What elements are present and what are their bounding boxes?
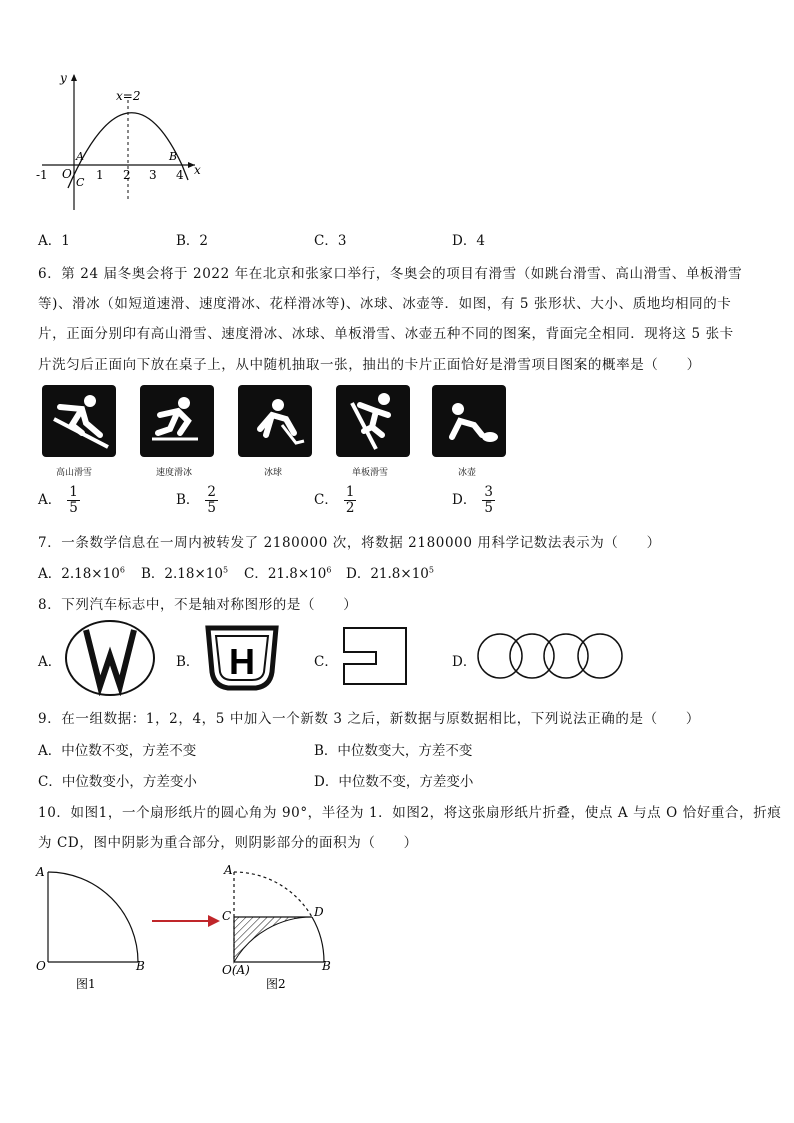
q6-line-2: 等)、滑冰（如短道速滑、速度滑冰、花样滑冰等)、冰球、冰壶等．如图，有 5 张形状、大小、质地均相同的卡 <box>38 296 732 312</box>
q7-option-a: A．$2.18\times 10^6$ <box>38 565 125 582</box>
origin-label: O <box>62 167 72 181</box>
q6-option-b: B． $\frac{2}{5}$ <box>176 484 217 516</box>
q9-option-b: B．中位数变大，方差不变 <box>314 743 473 759</box>
snowboard-icon <box>336 385 410 457</box>
q7-option-b: B．$2.18\times 10^5$ <box>141 565 229 582</box>
q6-option-a: A． $\frac{1}{5}$ <box>38 484 78 516</box>
x-label: x <box>194 163 201 177</box>
q7-option-d: D．$21.8\times 10^5$ <box>346 565 434 582</box>
honda-logo <box>202 624 282 692</box>
speed-skating-icon <box>140 385 214 457</box>
tick-2: 2 <box>123 168 131 182</box>
fig1-a: A <box>36 865 45 879</box>
q5-option-d: D．4 <box>452 233 485 249</box>
curling-icon <box>432 385 506 457</box>
q9-option-c: C．中位数变小，方差变小 <box>38 774 197 790</box>
q9-stem: 9．在一组数据：1，2，4，5 中加入一个新数 3 之后，新数据与原数据相比，下列说法正确的是（ ） <box>38 711 701 727</box>
card-label-hockey: 冰球 <box>264 468 283 478</box>
q6-line-4: 片洗匀后正面向下放在桌子上，从中随机抽取一张，抽出的卡片正面恰好是滑雪项目图案的概率是（ ） <box>38 357 701 373</box>
point-c-label: C <box>76 176 85 189</box>
red-arrow <box>150 912 222 930</box>
card-label-alpine: 高山滑雪 <box>56 468 93 478</box>
c-shape-logo <box>340 624 410 688</box>
alpine-skiing-icon <box>42 385 116 457</box>
y-label: y <box>60 71 67 85</box>
q8-stem: 8．下列汽车标志中，不是轴对称图形的是（ ） <box>38 597 358 613</box>
line-label: x=2 <box>116 89 141 103</box>
tick-1: 1 <box>96 168 104 182</box>
fig2-caption: 图2 <box>266 977 286 991</box>
figure-1 <box>30 860 160 995</box>
card-label-speed: 速度滑冰 <box>156 468 193 478</box>
q10-line-2: 为 CD，图中阴影为重合部分，则阴影部分的面积为（ ） <box>38 835 418 851</box>
audi-rings-logo <box>476 632 626 680</box>
card-label-curling: 冰壶 <box>458 468 477 478</box>
point-b-label: B <box>169 150 178 163</box>
q6-line-1: 6．第 24 届冬奥会将于 2022 年在北京和张家口举行，冬奥会的项目有滑雪（如跳台滑雪、高山滑雪、单板滑雪 <box>38 266 743 282</box>
fig2-d: D <box>314 905 324 919</box>
fig2-c: C <box>222 909 232 923</box>
q8-letter-d: D． <box>452 654 477 670</box>
parabola-graph <box>30 70 210 210</box>
q6-line-3: 片，正面分别印有高山滑雪、速度滑冰、冰球、单板滑雪、冰壶五种不同的图案，背面完全相同．现将这 5 张卡 <box>38 326 734 342</box>
honda-h: H <box>229 641 255 682</box>
q8-letter-b: B． <box>176 654 200 670</box>
q9-option-d: D．中位数不变，方差变小 <box>314 774 474 790</box>
fig2-a: A <box>224 863 233 877</box>
vw-logo <box>64 620 156 696</box>
fig1-o: O <box>36 959 46 973</box>
q6-option-d: D． $\frac{3}{5}$ <box>452 484 493 516</box>
tick-neg1: -1 <box>36 168 48 182</box>
fig2-b: B <box>322 959 331 973</box>
q9-option-a: A．中位数不变，方差不变 <box>38 743 197 759</box>
q8-letter-a: A． <box>38 654 62 670</box>
q6-option-c: C． $\frac{1}{2}$ <box>314 484 355 516</box>
fig1-caption: 图1 <box>76 977 96 991</box>
tick-3: 3 <box>149 168 157 182</box>
ice-hockey-icon <box>238 385 312 457</box>
fig2-o: O(A) <box>222 963 250 977</box>
tick-4: 4 <box>176 168 184 182</box>
fig1-b: B <box>136 959 145 973</box>
q10-line-1: 10．如图1，一个扇形纸片的圆心角为 90°，半径为 1．如图2，将这张扇形纸片折叠，使点 A 与点 O 恰好重合，折痕 <box>38 805 782 821</box>
figure-2 <box>218 860 348 995</box>
point-a-label: A <box>76 150 84 163</box>
q7-stem: 7．一条数学信息在一周内被转发了 2180000 次，将数据 2180000 用科学记数法表示为（ ） <box>38 535 661 551</box>
q5-option-a: A．1 <box>38 233 70 249</box>
q7-option-c: C．$21.8\times 10^6$ <box>244 565 332 582</box>
q5-option-c: C．3 <box>314 233 347 249</box>
q8-letter-c: C． <box>314 654 338 670</box>
card-label-snowboard: 单板滑雪 <box>352 468 389 478</box>
q5-option-b: B．2 <box>176 233 209 249</box>
